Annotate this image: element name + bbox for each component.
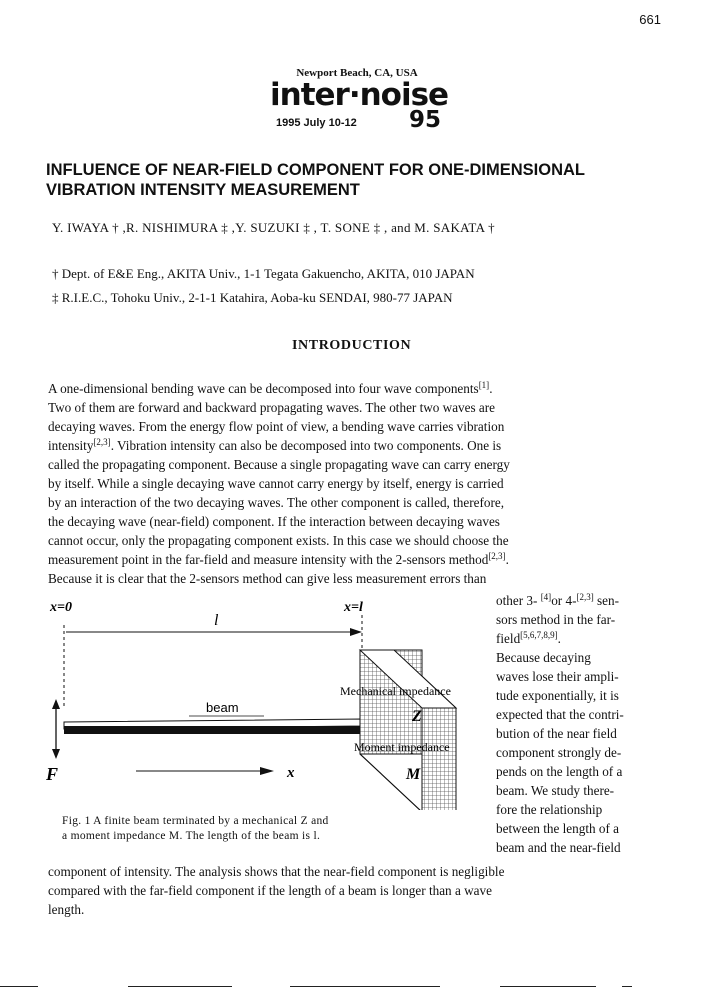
beam-diagram	[44, 595, 494, 810]
impedance-box-side	[422, 708, 456, 810]
text-run: sen-	[593, 593, 619, 608]
text-run: beam. We study there-	[496, 783, 615, 798]
label-x0: x=0	[50, 600, 72, 615]
text-run: Because decaying	[496, 650, 591, 665]
text-line: compared with the far-field component if the length of a beam is longer than a wave	[48, 883, 492, 898]
caption-line: Fig. 1 A finite beam terminated by a mechanical Z and	[62, 815, 329, 827]
caption-line: a moment impedance M. The length of the beam is l.	[62, 830, 321, 842]
text-run: between the length of a	[496, 821, 620, 836]
text-run: component strongly de-	[496, 745, 622, 760]
text-line	[48, 379, 673, 398]
figure-1	[44, 595, 494, 810]
text-line: length.	[48, 902, 85, 917]
affiliation: ‡ R.I.E.C., Tohoku Univ., 2-1-1 Katahira, Aoba-ku SENDAI, 980-77 JAPAN	[52, 290, 453, 305]
text-line	[48, 474, 673, 493]
label-beam: beam	[206, 700, 239, 715]
text-line	[496, 724, 676, 743]
text-run: intensity	[48, 438, 94, 453]
text-run: .	[505, 552, 509, 567]
intro-paragraph	[48, 379, 673, 588]
beam-body	[64, 726, 362, 734]
text-line	[496, 591, 676, 610]
label-moment-impedance: Moment impedance	[354, 740, 450, 754]
text-run: tude exponentially, it is	[496, 688, 619, 703]
title-line: VIBRATION INTENSITY MEASUREMENT	[46, 181, 360, 199]
author-list: Y. IWAYA † ,R. NISHIMURA ‡ ,Y. SUZUKI ‡ , T. SONE ‡ , and M. SAKATA †	[52, 220, 495, 235]
text-run: expected that the contri-	[496, 707, 624, 722]
citation-ref: [1]	[478, 380, 490, 390]
text-line	[496, 686, 676, 705]
text-line	[496, 800, 676, 819]
text-line	[496, 762, 676, 781]
force-arrowhead-up	[52, 699, 60, 709]
text-run: A one-dimensional bending wave can be decomposed into four wave components	[48, 381, 479, 396]
text-line	[496, 705, 676, 724]
text-line	[496, 629, 676, 648]
label-length: l	[214, 612, 219, 629]
text-line	[48, 398, 673, 417]
text-line	[48, 417, 673, 436]
text-run: called the propagating component. Because a single propagating wave can carry energy	[48, 457, 510, 472]
conference-location: Newport Beach, CA, USA	[296, 67, 418, 79]
title-line: INFLUENCE OF NEAR-FIELD COMPONENT FOR ONE-DIMENSIONAL	[46, 161, 585, 179]
paper-title	[46, 160, 676, 200]
text-line	[496, 838, 676, 857]
text-line	[48, 550, 673, 569]
label-mechanical-impedance: Mechanical impedance	[340, 684, 451, 698]
citation-ref: [4]	[540, 592, 552, 602]
text-line	[496, 667, 676, 686]
length-arrowhead	[350, 628, 362, 636]
citation-ref: [5,6,7,8,9]	[520, 630, 558, 640]
text-line	[48, 493, 673, 512]
label-x-axis: x	[287, 765, 295, 781]
footer-rule	[622, 986, 632, 987]
text-run: field	[496, 631, 521, 646]
text-run: cannot occur, only the propagating component exists. In this case we should choose the	[48, 533, 509, 548]
text-run: Two of them are forward and backward propagating waves. The other two waves are	[48, 400, 496, 415]
section-heading: INTRODUCTION	[292, 338, 412, 353]
text-run: decaying waves. From the energy flow point of view, a bending wave carries vibration	[48, 419, 505, 434]
label-xl: x=l	[344, 600, 363, 615]
text-line	[496, 648, 676, 667]
conference-logo: inter·noise	[270, 77, 449, 113]
label-m: M	[406, 766, 421, 783]
label-z: Z	[412, 708, 422, 725]
closing-paragraph	[48, 862, 673, 919]
conference-year-mark: 95	[409, 107, 442, 133]
text-run: pends on the length of a	[496, 764, 623, 779]
text-line: component of intensity. The analysis shows that the near-field component is negligible	[48, 864, 505, 879]
text-line	[48, 531, 673, 550]
footer-rule	[290, 986, 440, 987]
text-run: measurement point in the far-field and measure intensity with the 2-sensors method	[48, 552, 489, 567]
text-line	[496, 743, 676, 762]
text-run: waves lose their ampli-	[496, 669, 619, 684]
text-run: or 4-	[551, 593, 577, 608]
citation-ref: [2,3]	[93, 437, 111, 447]
text-line	[48, 512, 673, 531]
text-run: beam and the near-field	[496, 840, 621, 855]
conference-date: 1995 July 10-12	[276, 117, 357, 129]
page-number: 661	[639, 12, 661, 27]
text-run: bution of the near field	[496, 726, 617, 741]
text-run: . Vibration intensity can also be decomposed into two components. One is	[110, 438, 502, 453]
text-line	[48, 455, 673, 474]
footer-rule	[128, 986, 232, 987]
text-run: sors method in the far-	[496, 612, 616, 627]
text-run: Because it is clear that the 2-sensors method can give less measurement errors than	[48, 571, 487, 586]
text-run: .	[489, 381, 493, 396]
text-line	[48, 436, 673, 455]
text-run: other 3-	[496, 593, 541, 608]
text-line	[496, 781, 676, 800]
figure-caption	[62, 814, 482, 844]
citation-ref: [2,3]	[576, 592, 594, 602]
footer-rule	[0, 986, 38, 987]
citation-ref: [2,3]	[488, 551, 506, 561]
text-run: the decaying wave (near-field) component. If the interaction between decaying waves	[48, 514, 500, 529]
text-run: .	[557, 631, 561, 646]
affiliation: † Dept. of E&E Eng., AKITA Univ., 1-1 Tegata Gakuencho, AKITA, 010 JAPAN	[52, 266, 475, 281]
text-line	[48, 569, 673, 588]
text-run: by itself. While a single decaying wave cannot carry energy by itself, energy is carried	[48, 476, 504, 491]
text-line	[496, 819, 676, 838]
force-arrowhead-down	[52, 749, 60, 759]
text-run: fore the relationship	[496, 802, 603, 817]
right-column-text	[496, 591, 676, 857]
text-run: by an interaction of the two decaying waves. The other component is called, therefore,	[48, 495, 505, 510]
footer-rule	[500, 986, 596, 987]
label-force: F	[46, 764, 59, 784]
text-line	[496, 610, 676, 629]
x-axis-arrowhead	[260, 767, 274, 775]
